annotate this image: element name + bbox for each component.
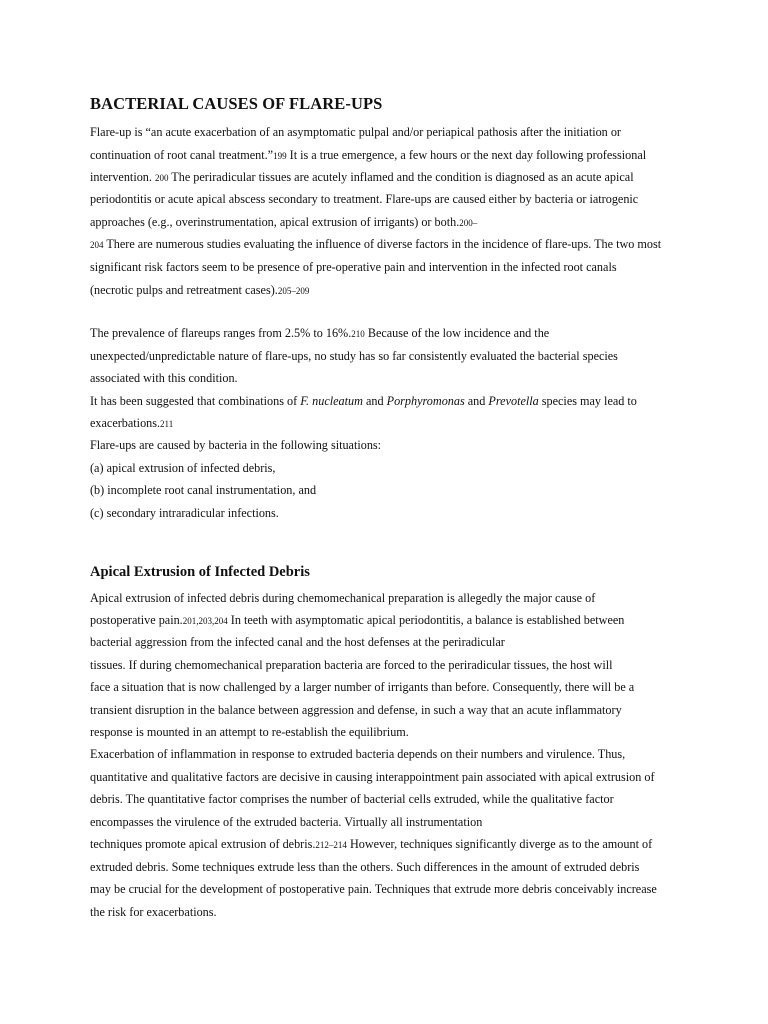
list-item [90,505,279,521]
text: Exacerbation of inflammation in response to extruded bacteria depends on their numbers and virulence. Thus, [90,747,626,761]
citation: 201,203,204 [182,616,228,626]
paragraph-line [90,147,646,164]
paragraph-line [90,791,614,807]
text: the risk for exacerbations. [90,905,217,919]
paragraph-line [90,859,639,875]
text: Apical extrusion of infected debris during chemomechanical preparation is allegedly the major cause of [90,591,596,605]
citation: 204 [90,240,104,250]
citation: 205–209 [277,286,310,296]
text: However, techniques significantly diverge as to the amount of [346,837,653,851]
text: The prevalence of flareups ranges from 2.5% to 16%. [90,326,352,340]
text: exacerbations. [90,416,161,430]
list-item [90,460,275,476]
text: (a) apical extrusion of infected debris, [90,461,276,475]
paragraph-line [90,724,409,740]
paragraph-line [90,702,622,718]
text: species may lead to [538,394,637,408]
paragraph-line [90,634,505,650]
text: Flare-ups are caused by bacteria in the following situations: [90,438,382,452]
paragraph-line [90,259,617,275]
text: There are numerous studies evaluating the influence of diverse factors in the incidence of flare-ups. The two most [103,237,662,251]
text: may be crucial for the development of postoperative pain. Techniques that extrude more debris conceivably increase [90,882,657,896]
text: continuation of root canal treatment.” [90,148,274,162]
paragraph-line [90,814,482,830]
paragraph-line [90,904,217,920]
text: unexpected/unpredictable nature of flare-ups, no study has so far consistently evaluated the bacterial species [90,349,618,363]
citation: 199 [273,151,287,161]
paragraph-line [90,881,657,897]
citation: 200 [154,173,169,183]
paragraph-line [90,393,637,409]
text: debris. The quantitative factor comprises the number of bacterial cells extruded, while the qualitative factor [90,792,614,806]
paragraph-line [90,214,477,231]
paragraph-line [90,191,638,207]
paragraph-line [90,612,624,629]
text: Because of the low incidence and the [364,326,550,340]
paragraph-line [90,325,549,342]
citation: 200– [459,218,478,228]
text: It has been suggested that combinations of [90,394,301,408]
text: (b) incomplete root canal instrumentation, and [90,483,317,497]
italic-term: Prevotella [488,394,539,408]
text: It is a true emergence, a few hours or the next day following professional [286,148,647,162]
paragraph-line [90,657,613,673]
text: transient disruption in the balance between aggression and defense, in such a way that an acute inflammatory [90,703,622,717]
text: significant risk factors seem to be presence of pre-operative pain and intervention in the infected root canals [90,260,617,274]
list-item [90,482,316,498]
text: The periradicular tissues are acutely inflamed and the condition is diagnosed as an acute apical [168,170,634,184]
italic-term: F. nucleatum [300,394,363,408]
paragraph-line [90,769,655,785]
paragraph-line [90,236,661,253]
text: and [464,394,489,408]
page-title: BACTERIAL CAUSES OF FLARE-UPS [90,94,383,113]
citation: 210 [351,329,365,339]
paragraph-line [90,746,625,762]
italic-term: Porphyromonas [386,394,465,408]
citation: 212–214 [315,840,347,850]
text: postoperative pain. [90,613,183,627]
paragraph-line [90,679,634,695]
text: intervention. [90,170,155,184]
text: bacterial aggression from the infected canal and the host defenses at the periradicular [90,635,505,649]
section-heading: Apical Extrusion of Infected Debris [90,564,310,580]
text: In teeth with asymptomatic apical periodontitis, a balance is established between [227,613,625,627]
text: response is mounted in an attempt to re-establish the equilibrium. [90,725,409,739]
paragraph-line [90,169,634,186]
text: quantitative and qualitative factors are decisive in causing interappointment pain associated with apical extrusion of [90,770,655,784]
text: Flare-up is “an acute exacerbation of an asymptomatic pulpal and/or periapical pathosis after the initiation or [90,125,621,139]
paragraph-line [90,348,618,364]
paragraph-line [90,415,173,432]
paragraph-line [90,282,309,299]
text: encompasses the virulence of the extruded bacteria. Virtually all instrumentation [90,815,483,829]
paragraph-line [90,836,652,853]
text: tissues. If during chemomechanical preparation bacteria are forced to the periradicular tissues, the host will [90,658,613,672]
paragraph-line [90,437,381,453]
text: (necrotic pulps and retreatment cases). [90,283,278,297]
paragraph-line [90,590,595,606]
paragraph-line [90,124,621,140]
citation: 211 [160,419,174,429]
paragraph-line [90,370,238,386]
text: periodontitis or acute apical abscess secondary to treatment. Flare-ups are caused either by bacteria or iatrogenic [90,192,639,206]
text: techniques promote apical extrusion of debris. [90,837,316,851]
text: face a situation that is now challenged by a larger number of irrigants than before. Consequently, there will be a [90,680,635,694]
text: (c) secondary intraradicular infections. [90,506,279,520]
text: approaches (e.g., overinstrumentation, apical extrusion of irrigants) or both. [90,215,460,229]
text: associated with this condition. [90,371,238,385]
text: and [362,394,387,408]
text: extruded debris. Some techniques extrude less than the others. Such differences in the amount of extruded debris [90,860,640,874]
